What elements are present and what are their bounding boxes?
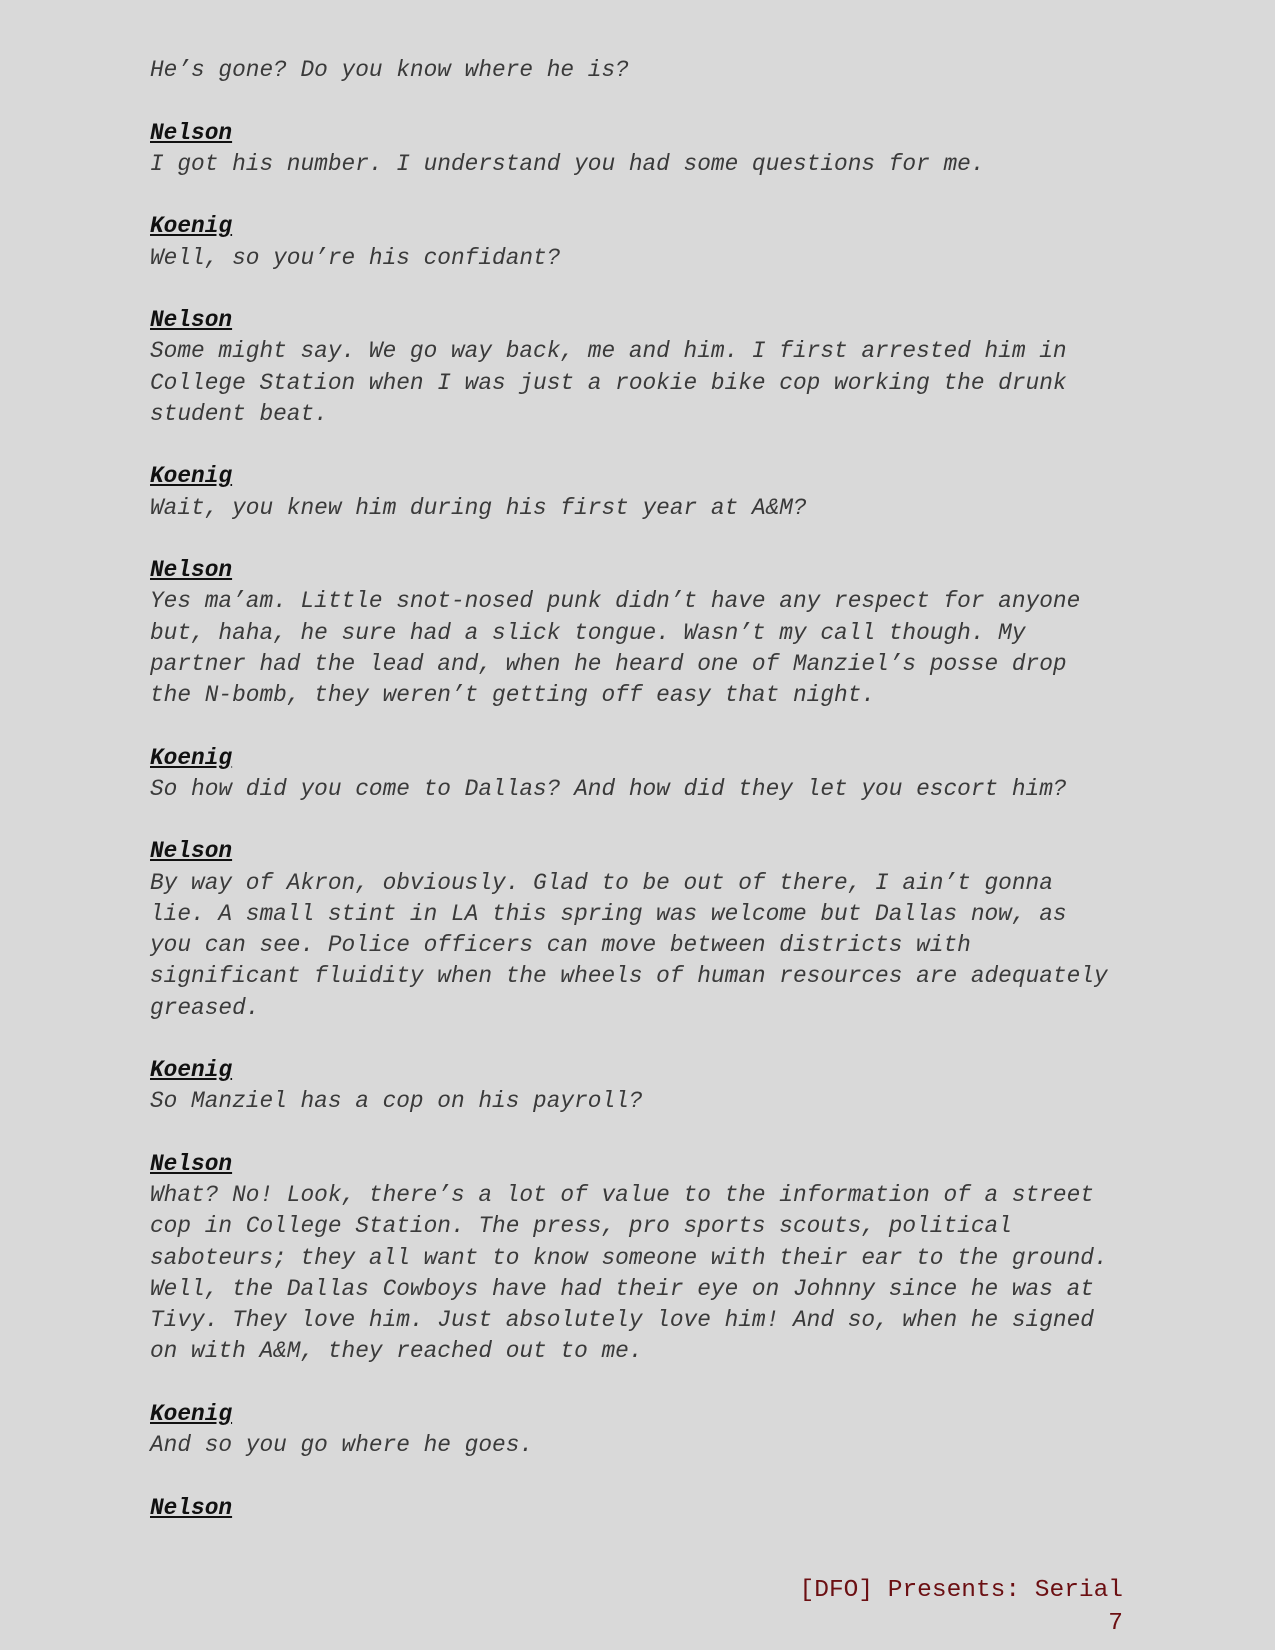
- page-number: 7: [1108, 1610, 1123, 1637]
- dialogue-line: And so you go where he goes.: [150, 1432, 534, 1458]
- script-body: [150, 55, 1150, 1555]
- dialogue-line: College Station when I was just a rookie bike cop working the drunk: [150, 369, 1067, 396]
- dialogue-line: So Manziel has a cop on his payroll?: [150, 1088, 643, 1115]
- dialogue-block: [150, 1149, 1150, 1368]
- dialogue-line: partner had the lead and, when he heard one of Manziel’s posse drop: [150, 650, 1067, 677]
- dialogue-block: [150, 211, 1150, 274]
- dialogue-line: Wait, you knew him during his first year at A&M?: [150, 494, 807, 521]
- dialogue-line: I got his number. I understand you had some questions for me.: [150, 150, 985, 177]
- dialogue-line: on with A&M, they reached out to me.: [150, 1338, 643, 1365]
- speaker-name: Koenig: [150, 463, 233, 490]
- dialogue-block: [150, 461, 1150, 524]
- footer-title: [DFO] Presents: Serial: [799, 1577, 1123, 1604]
- dialogue-line: cop in College Station. The press, pro sports scouts, political: [150, 1213, 1012, 1240]
- dialogue-line: lie. A small stint in LA this spring was welcome but Dallas now, as: [150, 900, 1067, 927]
- dialogue-line: student beat.: [150, 400, 328, 427]
- speaker-name: Koenig: [150, 1400, 233, 1427]
- dialogue-block: [150, 1493, 1150, 1524]
- dialogue-line: Some might say. We go way back, me and him. I first arrested him in: [150, 338, 1067, 365]
- dialogue-line: He’s gone? Do you know where he is?: [150, 57, 629, 83]
- dialogue-block: [150, 555, 1150, 711]
- dialogue-line: saboteurs; they all want to know someone with their ear to the ground.: [150, 1244, 1108, 1271]
- dialogue-line: greased.: [150, 994, 260, 1021]
- dialogue-block: [150, 55, 1150, 86]
- dialogue-line: Well, the Dallas Cowboys have had their eye on Johnny since he was at: [150, 1275, 1094, 1302]
- speaker-name: Nelson: [150, 119, 233, 146]
- dialogue-line: you can see. Police officers can move between districts with: [150, 932, 971, 958]
- speaker-name: Nelson: [150, 1150, 233, 1177]
- dialogue-block: [150, 1055, 1150, 1118]
- speaker-name: Koenig: [150, 744, 233, 771]
- dialogue-line: So how did you come to Dallas? And how did they let you escort him?: [150, 775, 1067, 802]
- page-footer: [800, 1574, 1123, 1640]
- dialogue-line: the N-bomb, they weren’t getting off easy that night.: [150, 682, 876, 708]
- dialogue-line: significant fluidity when the wheels of human resources are adequately: [150, 963, 1108, 990]
- speaker-name: Nelson: [150, 1494, 233, 1521]
- dialogue-line: Tivy. They love him. Just absolutely love him! And so, when he signed: [150, 1307, 1094, 1333]
- speaker-name: Koenig: [150, 1057, 233, 1083]
- speaker-name: Nelson: [150, 557, 233, 583]
- dialogue-block: [150, 118, 1150, 181]
- dialogue-block: [150, 743, 1150, 806]
- dialogue-block: [150, 836, 1150, 1024]
- dialogue-line: Well, so you’re his confidant?: [150, 244, 561, 271]
- speaker-name: Koenig: [150, 213, 233, 240]
- dialogue-line: By way of Akron, obviously. Glad to be out of there, I ain’t gonna: [150, 869, 1053, 896]
- dialogue-line: but, haha, he sure had a slick tongue. Wasn’t my call though. My: [150, 619, 1026, 646]
- dialogue-line: Yes ma’am. Little snot-nosed punk didn’t have any respect for anyone: [150, 588, 1081, 615]
- speaker-name: Nelson: [150, 307, 233, 333]
- speaker-name: Nelson: [150, 838, 233, 865]
- dialogue-block: [150, 305, 1150, 430]
- dialogue-block: [150, 1399, 1150, 1462]
- dialogue-line: What? No! Look, there’s a lot of value to the information of a street: [150, 1182, 1094, 1208]
